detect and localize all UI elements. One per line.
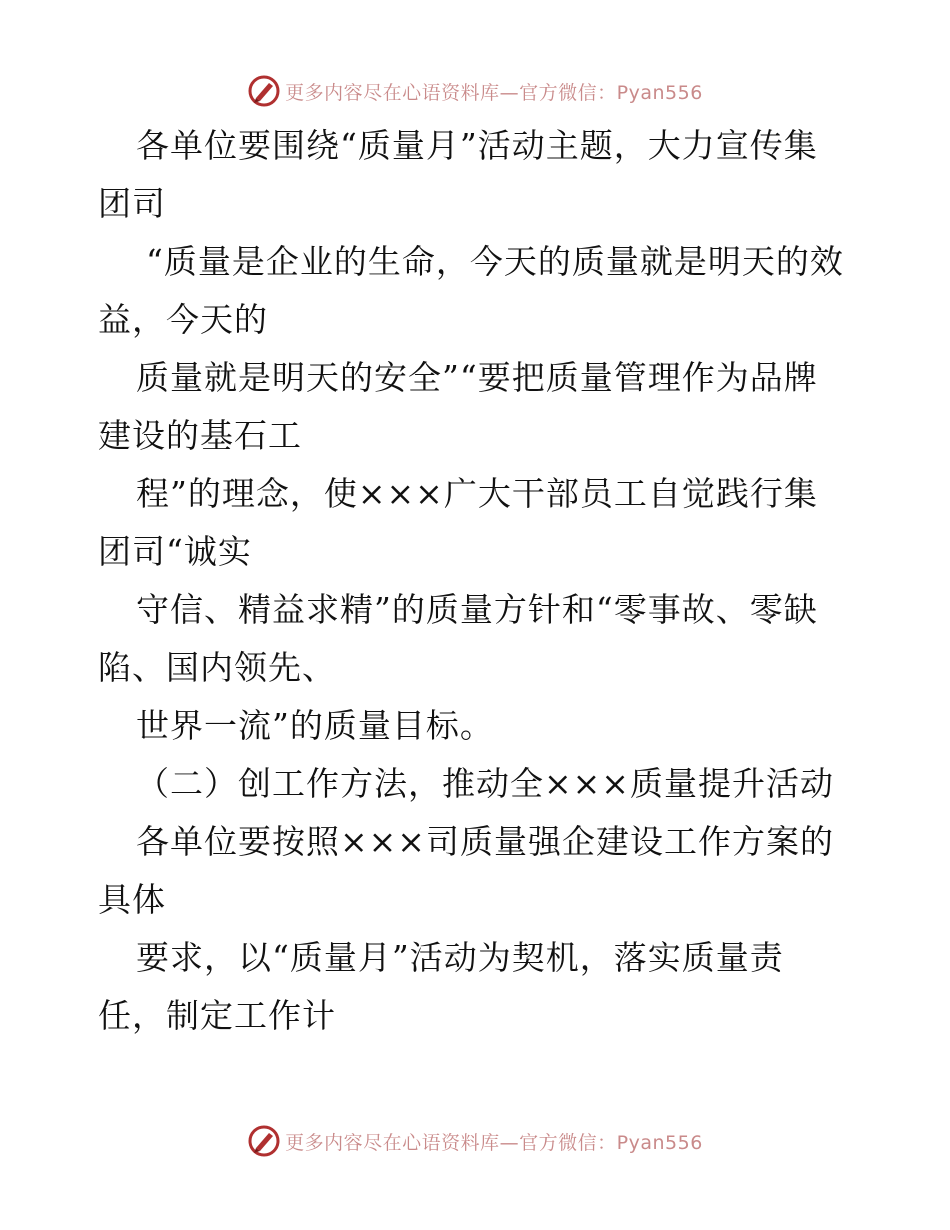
body-line: 世界一流”的质量目标。 — [136, 706, 494, 745]
body-line: 守信、精益求精”的质量方针和“零事故、零缺 — [136, 590, 818, 629]
section-heading: （二）创工作方法，推动全×××质量提升活动 — [136, 764, 834, 803]
body-line: “质量是企业的生命，今天的质量就是明天的效 — [146, 242, 844, 281]
body-line: 建设的基石工 — [98, 416, 302, 455]
footer-watermark — [0, 1121, 950, 1161]
watermark-text: 更多内容尽在心语资料库—官方微信：Pyan556 — [285, 1131, 703, 1154]
pen-logo-icon — [247, 74, 281, 108]
body-line: 程”的理念，使×××广大干部员工自觉践行集 — [136, 474, 818, 513]
pen-logo-icon — [247, 1124, 281, 1158]
document-body — [98, 117, 858, 1045]
body-line: 要求，以“质量月”活动为契机，落实质量责 — [136, 938, 784, 977]
body-line: 各单位要按照×××司质量强企建设工作方案的 — [136, 822, 834, 861]
body-line: 各单位要围绕“质量月”活动主题，大力宣传集 — [136, 126, 818, 165]
header-watermark — [0, 71, 950, 111]
watermark-text: 更多内容尽在心语资料库—官方微信：Pyan556 — [285, 81, 703, 104]
body-line: 具体 — [98, 880, 166, 919]
body-line: 益，今天的 — [98, 300, 268, 339]
body-line: 团司 — [98, 184, 166, 223]
body-line: 团司“诚实 — [98, 532, 252, 571]
body-line: 陷、国内领先、 — [98, 648, 336, 687]
body-line: 任，制定工作计 — [98, 996, 336, 1035]
body-line: 质量就是明天的安全”“要把质量管理作为品牌 — [136, 358, 818, 397]
